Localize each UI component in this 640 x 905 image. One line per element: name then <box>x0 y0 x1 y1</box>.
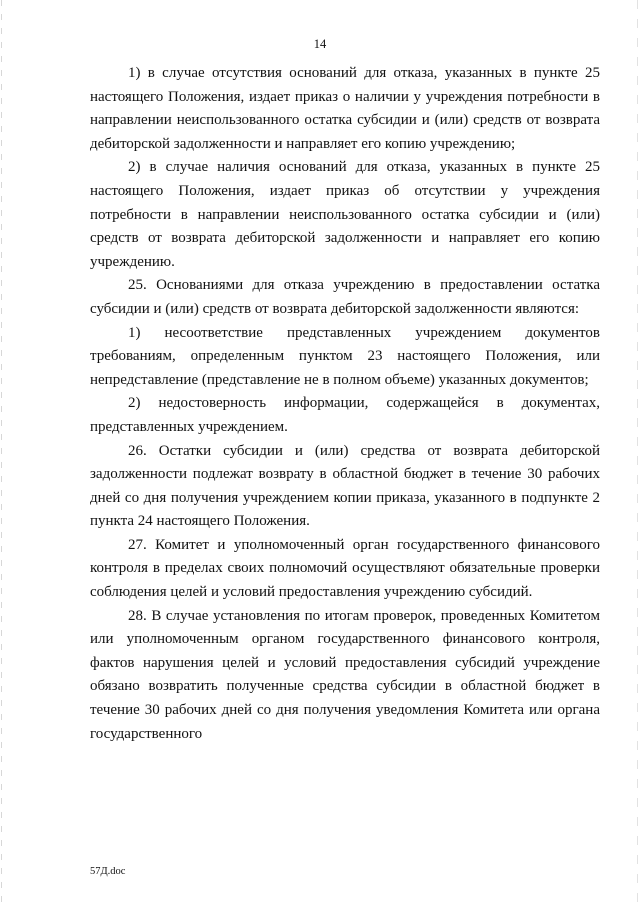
paragraph-item-2: 2) в случае наличия оснований для отказа, указанных в пункте 25 настоящего Положения, издает приказ об отсутствии у учреждения потребности в направлении неиспользованного остатка субсидии и (или) средств от возврата дебиторской задолженности и направляет его копию учреждению. <box>90 159 600 270</box>
paragraph-item-1: 1) в случае отсутствия оснований для отказа, указанных в пункте 25 настоящего Положения, издает приказ о наличии у учреждения потребности в направлении неиспользованного остатка субсидии и (или) средств от возврата дебиторской задолженности и направляет его копию учреждению; <box>90 65 600 152</box>
paragraph-clause-25: 25. Основаниями для отказа учреждению в предоставлении остатка субсидии и (или) средств от возврата дебиторской задолженности являются: <box>90 277 600 317</box>
document-body <box>90 62 600 746</box>
paragraph-clause-26: 26. Остатки субсидии и (или) средства от возврата дебиторской задолженности подлежат возврату в областной бюджет в течение 30 рабочих дней со дня получения учреждением копии приказа, указанного в подпункте 2 пункта 24 настоящего Положения. <box>90 442 600 530</box>
paragraph-clause-25-item-1: 1) несоответствие представленных учреждением документов требованиям, определенным пунктом 23 настоящего Положения, или непредставление (представление не в полном объеме) указанных документов; <box>90 324 600 388</box>
page-number: 14 <box>313 37 327 51</box>
scan-left-edge <box>1 0 2 905</box>
paragraph-clause-27: 27. Комитет и уполномоченный орган государственного финансового контроля в пределах своих полномочий осуществляют обязательные проверки соблюдения целей и условий предоставления учреждению субсидий. <box>90 536 600 601</box>
footer-filename: 57Д.doc <box>90 866 126 877</box>
paragraph-clause-25-item-2: 2) недостоверность информации, содержащейся в документах, представленных учреждением. <box>90 395 600 435</box>
scan-right-edge <box>637 0 638 905</box>
paragraph-clause-28: 28. В случае установления по итогам проверок, проведенных Комитетом или уполномоченным органом государственного финансового контроля, фактов нарушения целей и условий предоставления субсидий учреждение обязано возвратить полученные средства субсидии в областной бюджет в течение 30 рабочих дней со дня получения уведомления Комитета или органа государственного <box>90 607 600 742</box>
